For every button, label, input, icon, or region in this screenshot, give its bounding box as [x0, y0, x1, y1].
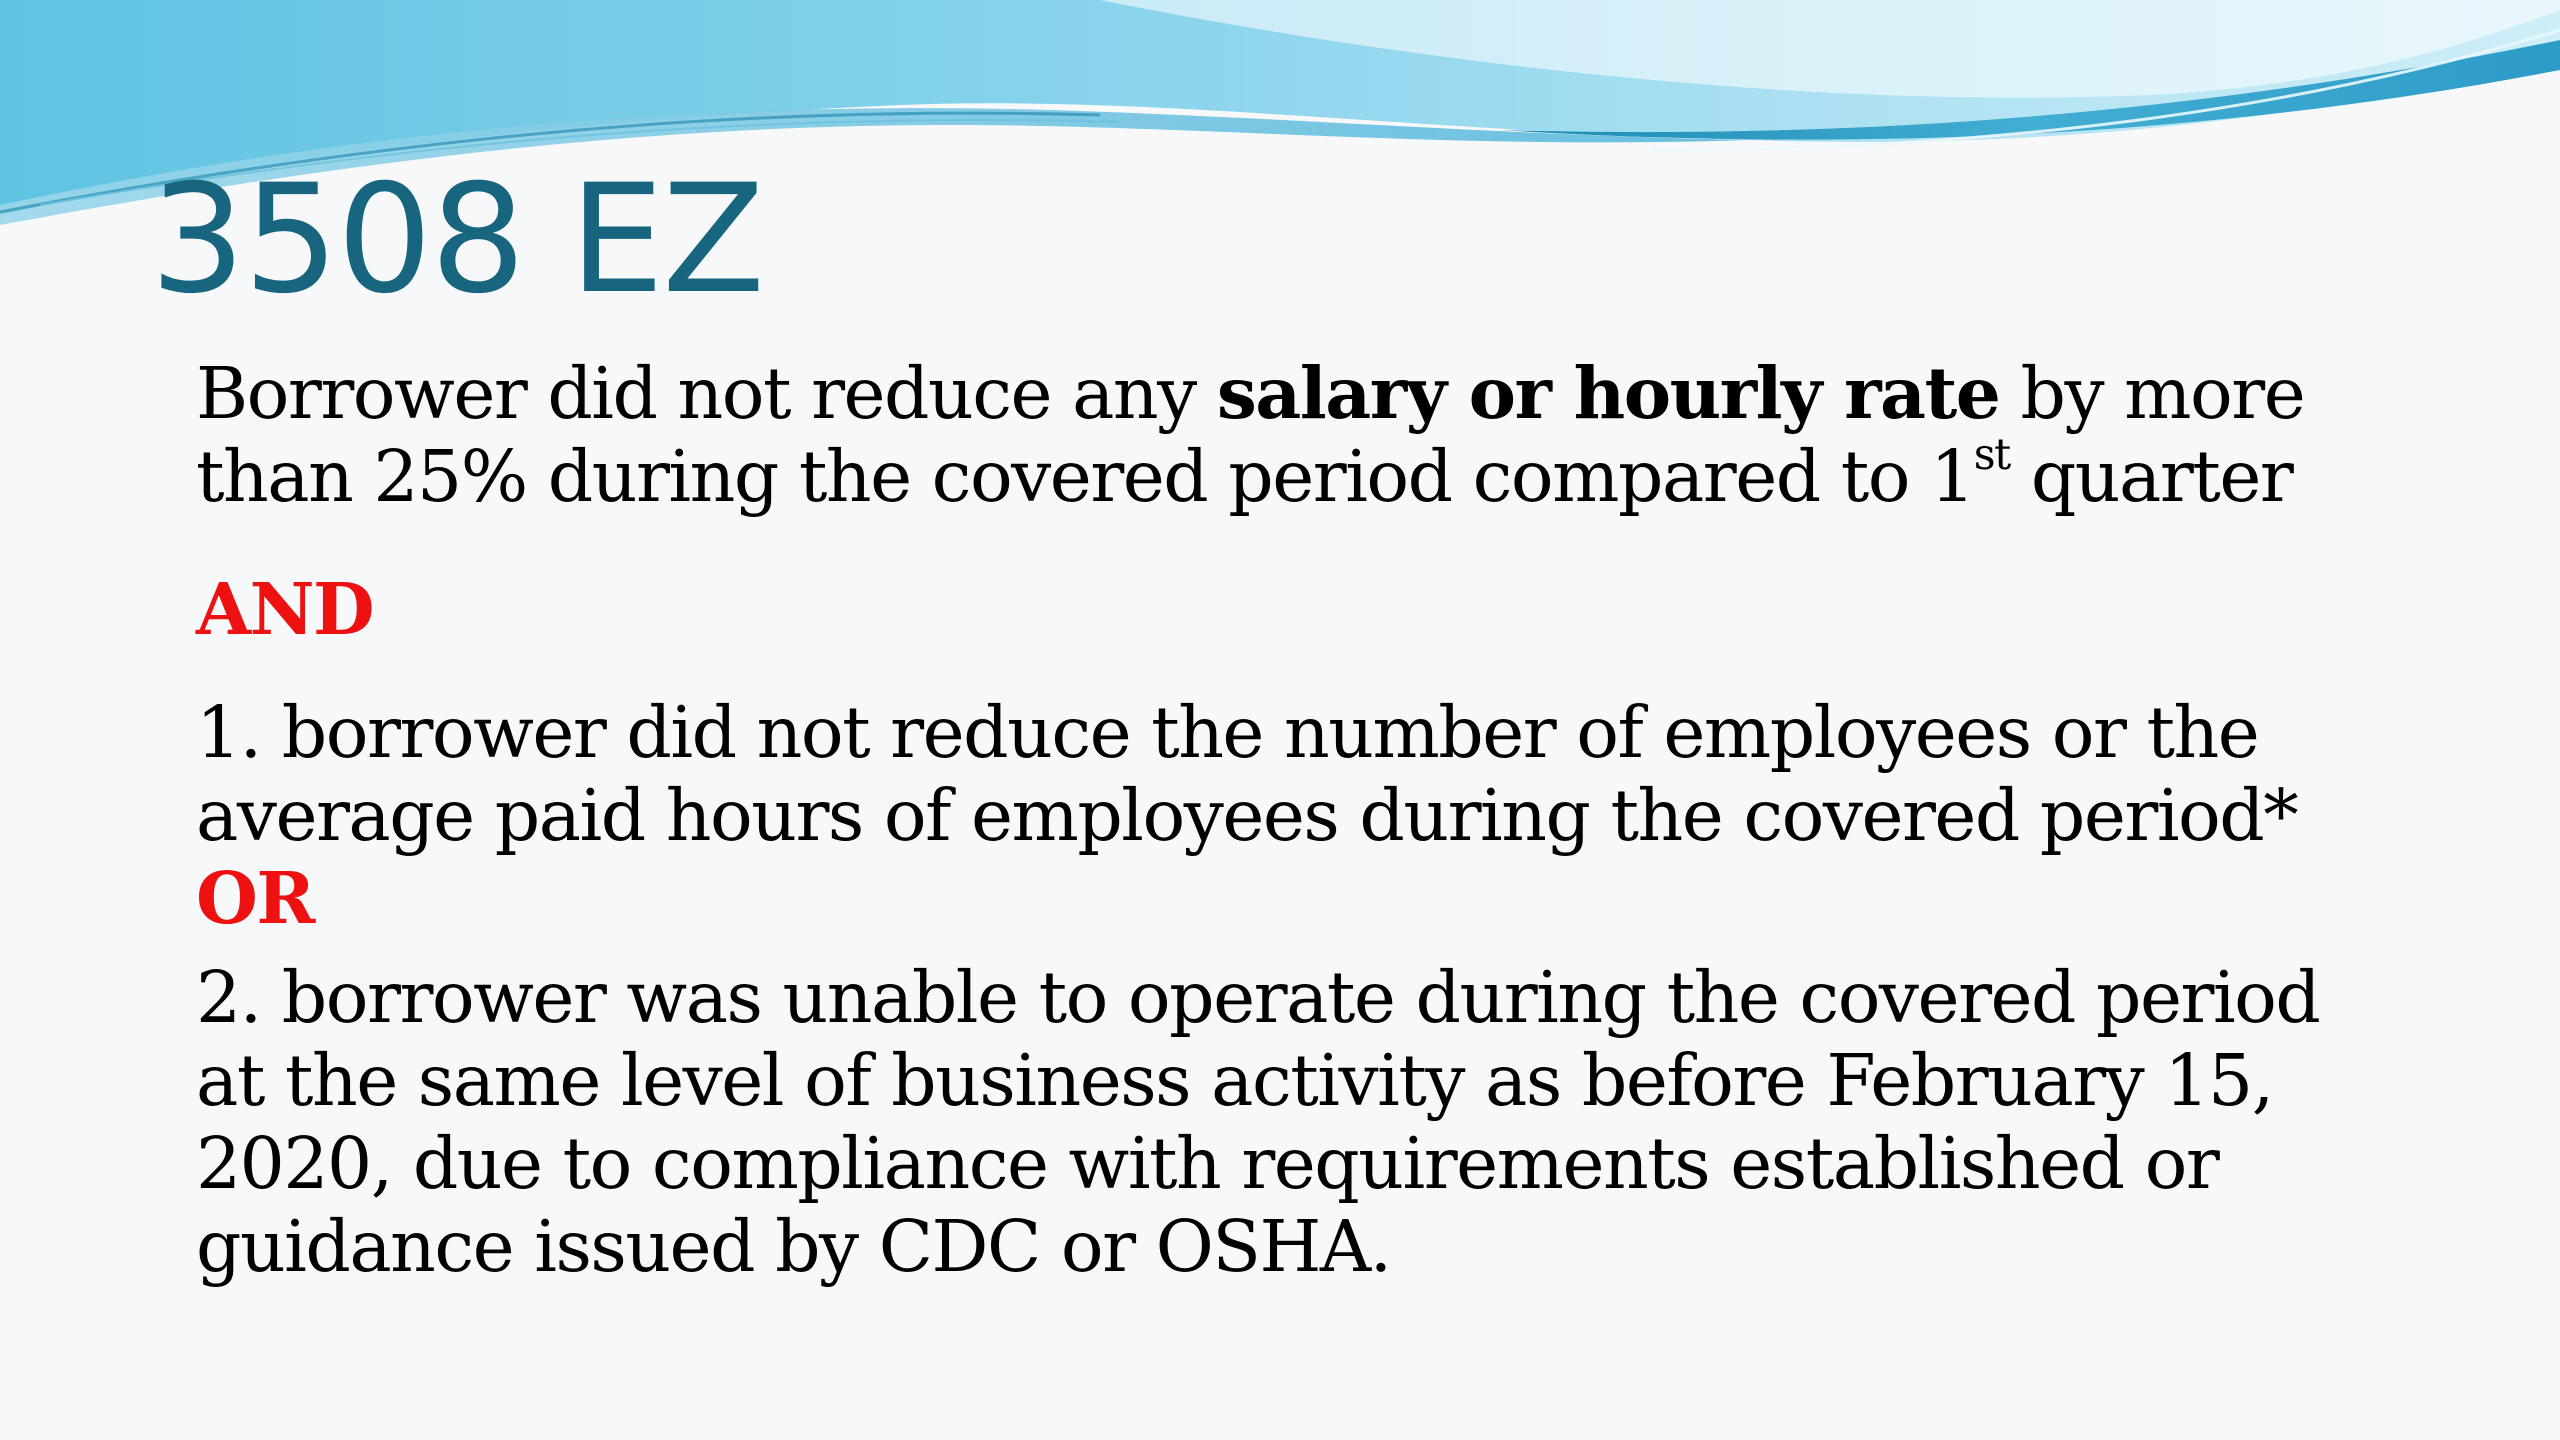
condition-text-2-end: quarter [2009, 435, 2293, 518]
option-2-line-4: guidance issued by CDC or OSHA. [196, 1205, 1391, 1288]
and-label: AND [196, 567, 374, 651]
slide-body [196, 352, 2486, 1288]
condition-bold-text: salary or hourly rate [1216, 351, 2000, 435]
or-label: OR [196, 856, 314, 940]
condition-text-2: than 25% during the covered period compared to 1 [196, 435, 1974, 518]
option-2-line-1: 2. borrower was unable to operate during the covered period [196, 956, 2320, 1039]
option-1-line-1: 1. borrower did not reduce the number of employees or the [196, 691, 2259, 774]
ordinal-superscript: st [1973, 430, 2010, 481]
option-1-line-2: average paid hours of employees during the covered period* [196, 774, 2298, 857]
condition-text-end: by more [1999, 352, 2305, 435]
condition-text: Borrower did not reduce any [196, 352, 1217, 435]
condition-line-1 [196, 352, 2486, 435]
slide-title: 3508 EZ [150, 153, 763, 327]
option-2-line-3: 2020, due to compliance with requirements established or [196, 1122, 2219, 1205]
condition-line-2 [196, 430, 2486, 518]
option-2-line-2: at the same level of business activity as before February 15, [196, 1039, 2273, 1122]
